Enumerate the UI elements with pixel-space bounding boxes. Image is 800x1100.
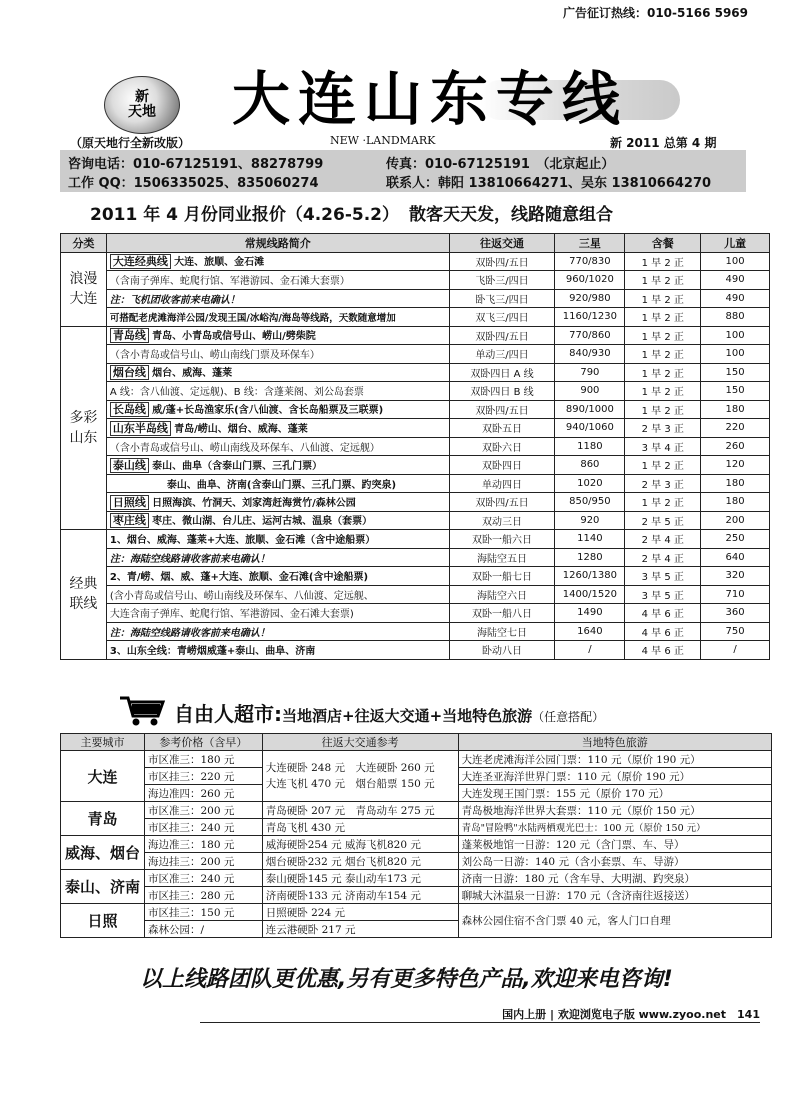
meals: 1 早 2 正 bbox=[625, 382, 701, 401]
transport: 单动三/四日 bbox=[449, 345, 555, 364]
transport: 双卧六日 bbox=[449, 437, 555, 456]
price: 920/980 bbox=[555, 289, 625, 308]
transport: 双卧四日 A 线 bbox=[449, 363, 555, 382]
transport-ref: 泰山硬卧145 元 泰山动车173 元 bbox=[262, 870, 458, 887]
route-name: 大连经典线 bbox=[110, 254, 171, 269]
transport-ref: 威海硬卧254 元 威海飞机820 元 bbox=[262, 836, 458, 853]
transport: 单动四日 bbox=[449, 474, 555, 493]
child-price: 120 bbox=[701, 456, 770, 475]
price: 1140 bbox=[555, 530, 625, 549]
child-price: 710 bbox=[701, 585, 770, 604]
price: 940/1060 bbox=[555, 419, 625, 438]
price: 850/950 bbox=[555, 493, 625, 512]
transport: 双卧四/五日 bbox=[449, 400, 555, 419]
market-title bbox=[174, 698, 604, 727]
logo-text-2: 天地 bbox=[128, 104, 156, 120]
table-row bbox=[61, 622, 770, 641]
table-row bbox=[61, 382, 770, 401]
route-desc: 泰山、曲阜、济南(含泰山门票、三孔门票、趵突泉) bbox=[106, 474, 449, 493]
meals: 1 早 2 正 bbox=[625, 456, 701, 475]
price: 1260/1380 bbox=[555, 567, 625, 586]
table-row bbox=[61, 853, 772, 870]
table-row bbox=[61, 641, 770, 660]
table-row bbox=[61, 751, 772, 768]
hotel-price: 市区准三：240 元 bbox=[144, 870, 262, 887]
category-combined: 经典联线 bbox=[61, 530, 107, 660]
slogan: 以上线路团队更优惠,另有更多特色产品,欢迎来电咨询! bbox=[140, 967, 673, 992]
route-desc: 泰山、曲阜（含泰山门票、三孔门票） bbox=[152, 460, 323, 472]
issue-number: 新 2011 总第 4 期 bbox=[610, 136, 717, 150]
table-row bbox=[61, 400, 770, 419]
hotel-price: 海边准三：180 元 bbox=[144, 836, 262, 853]
route-name: 泰山线 bbox=[110, 458, 149, 473]
table-row bbox=[61, 345, 770, 364]
market-title-main: 自由人超市: bbox=[174, 702, 282, 726]
city-taishan-jinan: 泰山、济南 bbox=[61, 870, 145, 904]
route-name: 青岛线 bbox=[110, 328, 149, 343]
table-row bbox=[61, 870, 772, 887]
transport: 卧动八日 bbox=[449, 641, 555, 660]
transport: 双卧一船六日 bbox=[449, 530, 555, 549]
table-row bbox=[61, 585, 770, 604]
meals: 2 早 3 正 bbox=[625, 474, 701, 493]
route-cell bbox=[106, 326, 449, 345]
meals: 1 早 2 正 bbox=[625, 271, 701, 290]
transport-ref bbox=[262, 751, 458, 802]
route-name: 枣庄线 bbox=[110, 513, 149, 528]
meals: 4 早 6 正 bbox=[625, 641, 701, 660]
child-price: 100 bbox=[701, 326, 770, 345]
route-note: 注：飞机团收客前来电确认！ bbox=[106, 289, 449, 308]
route-detail: （含小青岛或信号山、崂山南线门票及环保车） bbox=[106, 345, 449, 364]
table-row bbox=[61, 308, 770, 327]
route-detail: (含小青岛或信号山、崂山南线及环保车、八仙渡、定远舰、 bbox=[106, 585, 449, 604]
transport: 双卧四/五日 bbox=[449, 493, 555, 512]
route-desc: 烟台、威海、蓬莱 bbox=[152, 368, 233, 380]
price: 770/830 bbox=[555, 252, 625, 271]
local-tour: 刘公岛一日游：140 元（含小套票、车、导游） bbox=[458, 853, 771, 870]
free-traveler-table bbox=[60, 733, 772, 938]
contact-band bbox=[60, 150, 746, 192]
route-cell bbox=[106, 511, 449, 530]
child-price: 750 bbox=[701, 622, 770, 641]
transport: 海陆空五日 bbox=[449, 548, 555, 567]
meals: 4 早 6 正 bbox=[625, 604, 701, 623]
header-city: 主要城市 bbox=[61, 734, 145, 751]
transport: 双卧五日 bbox=[449, 419, 555, 438]
transport-line: 大连飞机 470 元 烟台船票 150 元 bbox=[265, 778, 435, 790]
child-price: 490 bbox=[701, 289, 770, 308]
child-price: 320 bbox=[701, 567, 770, 586]
route-note: 注：海陆空线路请收客前来电确认！ bbox=[106, 622, 449, 641]
local-tour: 济南一日游：180 元（含车导、大明湖、趵突泉） bbox=[458, 870, 771, 887]
local-tour: 蓬莱极地馆一日游：120 元（含门票、车、导） bbox=[458, 836, 771, 853]
route-note: 注：海陆空线路请收客前来电确认！ bbox=[106, 548, 449, 567]
child-price: / bbox=[701, 641, 770, 660]
child-price: 180 bbox=[701, 493, 770, 512]
price: 770/860 bbox=[555, 326, 625, 345]
meals: 2 早 3 正 bbox=[625, 419, 701, 438]
headline-sub: 散客天天发，线路随意组合 bbox=[409, 205, 614, 225]
table-header bbox=[61, 234, 770, 253]
transport-ref: 日照硬卧 224 元 bbox=[262, 904, 458, 921]
table-row bbox=[61, 289, 770, 308]
header-hotel-price: 参考价格（含早） bbox=[144, 734, 262, 751]
meals: 1 早 2 正 bbox=[625, 289, 701, 308]
transport-line: 大连硬卧 248 元 大连硬卧 260 元 bbox=[265, 762, 435, 774]
hotel-price: 市区准三：180 元 bbox=[144, 751, 262, 768]
meals: 1 早 2 正 bbox=[625, 326, 701, 345]
child-price: 150 bbox=[701, 363, 770, 382]
city-qingdao: 青岛 bbox=[61, 802, 145, 836]
route-name: 日照线 bbox=[110, 495, 149, 510]
price: 1640 bbox=[555, 622, 625, 641]
market-note: （任意搭配） bbox=[532, 710, 605, 724]
table-row bbox=[61, 819, 772, 836]
hotel-price: 森林公园：/ bbox=[144, 921, 262, 938]
route-cell bbox=[106, 252, 449, 271]
logo bbox=[104, 76, 180, 134]
route-detail: （含小青岛或信号山、崂山南线及环保车、八仙渡、定远舰） bbox=[106, 437, 449, 456]
price: 1490 bbox=[555, 604, 625, 623]
hotel-price: 市区挂三：150 元 bbox=[144, 904, 262, 921]
child-price: 200 bbox=[701, 511, 770, 530]
child-price: 260 bbox=[701, 437, 770, 456]
meals: 1 早 2 正 bbox=[625, 400, 701, 419]
price: 890/1000 bbox=[555, 400, 625, 419]
header-local-tours: 当地特色旅游 bbox=[458, 734, 771, 751]
price: 840/930 bbox=[555, 345, 625, 364]
transport: 飞卧三/四日 bbox=[449, 271, 555, 290]
footer: 国内上册 | 欢迎浏览电子版 www.zyoo.net 141 bbox=[502, 1008, 760, 1021]
table-row bbox=[61, 271, 770, 290]
table-row bbox=[61, 604, 770, 623]
meals: 3 早 4 正 bbox=[625, 437, 701, 456]
route-desc: 2、青/崂、烟、威、蓬+大连、旅顺、金石滩(含中途船票) bbox=[106, 567, 449, 586]
price: 1180 bbox=[555, 437, 625, 456]
edition-note: （原天地行全新改版） bbox=[70, 136, 191, 150]
headline-main: 2011 年 4 月份同业报价（4.26-5.2） bbox=[90, 205, 400, 225]
table-row bbox=[61, 567, 770, 586]
header-three-star: 三星 bbox=[555, 234, 625, 253]
meals: 1 早 2 正 bbox=[625, 493, 701, 512]
child-price: 100 bbox=[701, 252, 770, 271]
transport: 海陆空六日 bbox=[449, 585, 555, 604]
route-detail: （含南子弹库、蛇爬行馆、军港游园、金石滩大套票） bbox=[106, 271, 449, 290]
route-name: 山东半岛线 bbox=[110, 421, 171, 436]
route-desc: 1、烟台、威海、蓬莱+大连、旅顺、金石滩（含中途船票） bbox=[106, 530, 449, 549]
hotel-price: 市区准三：200 元 bbox=[144, 802, 262, 819]
price: 960/1020 bbox=[555, 271, 625, 290]
meals: 1 早 2 正 bbox=[625, 345, 701, 364]
transport-ref: 青岛飞机 430 元 bbox=[262, 819, 458, 836]
hotel-price: 市区挂三：220 元 bbox=[144, 768, 262, 785]
transport: 双卧四/五日 bbox=[449, 326, 555, 345]
contact-person: 联系人：韩阳 13810664271、吴东 13810664270 bbox=[386, 176, 712, 191]
local-tour: 青岛"冒险鸭"水陆两栖观光巴士：100 元（原价 150 元） bbox=[458, 819, 771, 836]
child-price: 100 bbox=[701, 345, 770, 364]
city-dalian: 大连 bbox=[61, 751, 145, 802]
table-row bbox=[61, 530, 770, 549]
transport-ref: 烟台硬卧232 元 烟台飞机820 元 bbox=[262, 853, 458, 870]
page-title: 大连山东专线 bbox=[231, 65, 628, 133]
price: 900 bbox=[555, 382, 625, 401]
transport: 卧飞三/四日 bbox=[449, 289, 555, 308]
route-name: 长岛线 bbox=[110, 402, 149, 417]
transport: 双卧四日 B 线 bbox=[449, 382, 555, 401]
contact-qq: 工作 QQ：1506335025、835060274 bbox=[68, 176, 319, 191]
transport: 双飞三/四日 bbox=[449, 308, 555, 327]
route-desc: 枣庄、微山湖、台儿庄、运河古城、温泉（套票） bbox=[152, 516, 373, 528]
local-tour: 青岛极地海洋世界大套票：110 元（原价 150 元） bbox=[458, 802, 771, 819]
meals: 3 早 5 正 bbox=[625, 567, 701, 586]
route-desc: 青岛、小青岛或信号山、崂山/劈柴院 bbox=[152, 331, 316, 343]
route-detail: A 线：含八仙渡、定远舰)、B 线：含蓬莱阁、刘公岛套票 bbox=[106, 382, 449, 401]
table-row bbox=[61, 326, 770, 345]
transport: 双动三日 bbox=[449, 511, 555, 530]
header-meals: 含餐 bbox=[625, 234, 701, 253]
table-row bbox=[61, 493, 770, 512]
table-row bbox=[61, 904, 772, 921]
market-title-sub: 当地酒店+往返大交通+当地特色旅游 bbox=[282, 707, 533, 725]
price: / bbox=[555, 641, 625, 660]
meals: 1 早 2 正 bbox=[625, 363, 701, 382]
table-row bbox=[61, 887, 772, 904]
route-cell bbox=[106, 456, 449, 475]
child-price: 250 bbox=[701, 530, 770, 549]
route-cell bbox=[106, 400, 449, 419]
hotel-price: 海边准四：260 元 bbox=[144, 785, 262, 802]
ad-hotline: 广告征订热线：010-5166 5969 bbox=[562, 6, 748, 20]
child-price: 180 bbox=[701, 400, 770, 419]
child-price: 150 bbox=[701, 382, 770, 401]
price: 1400/1520 bbox=[555, 585, 625, 604]
header-transport: 往返大交通参考 bbox=[262, 734, 458, 751]
meals: 2 早 5 正 bbox=[625, 511, 701, 530]
child-price: 180 bbox=[701, 474, 770, 493]
brand-en: NEW ·LANDMARK bbox=[330, 134, 436, 147]
child-price: 880 bbox=[701, 308, 770, 327]
local-tour: 森林公园住宿不含门票 40 元，客人门口自理 bbox=[458, 904, 771, 938]
header-route: 常规线路简介 bbox=[106, 234, 449, 253]
logo-text-1: 新 bbox=[135, 89, 149, 105]
meals: 3 早 5 正 bbox=[625, 585, 701, 604]
table-row bbox=[61, 437, 770, 456]
header-transport: 往返交通 bbox=[449, 234, 555, 253]
price: 1020 bbox=[555, 474, 625, 493]
route-cell bbox=[106, 363, 449, 382]
footer-divider bbox=[200, 1022, 760, 1023]
transport: 双卧一船八日 bbox=[449, 604, 555, 623]
table-row bbox=[61, 456, 770, 475]
header-child: 儿童 bbox=[701, 234, 770, 253]
price: 920 bbox=[555, 511, 625, 530]
route-price-table bbox=[60, 233, 770, 660]
table-row bbox=[61, 802, 772, 819]
table-row bbox=[61, 419, 770, 438]
header-category: 分类 bbox=[61, 234, 107, 253]
child-price: 640 bbox=[701, 548, 770, 567]
category-dalian: 浪漫大连 bbox=[61, 252, 107, 326]
city-weihai-yantai: 威海、烟台 bbox=[61, 836, 145, 870]
meals: 2 早 4 正 bbox=[625, 548, 701, 567]
table-header bbox=[61, 734, 772, 751]
transport-ref: 济南硬卧133 元 济南动车154 元 bbox=[262, 887, 458, 904]
shopping-cart-icon bbox=[118, 694, 166, 728]
child-price: 360 bbox=[701, 604, 770, 623]
price: 860 bbox=[555, 456, 625, 475]
transport: 双卧四/五日 bbox=[449, 252, 555, 271]
meals: 1 早 2 正 bbox=[625, 252, 701, 271]
hotel-price: 市区挂三：240 元 bbox=[144, 819, 262, 836]
route-detail: 大连含南子弹库、蛇爬行馆、军港游园、金石滩大套票) bbox=[106, 604, 449, 623]
table-row bbox=[61, 252, 770, 271]
table-row bbox=[61, 363, 770, 382]
local-tour: 大连圣亚海洋世界门票：110 元（原价 190 元） bbox=[458, 768, 771, 785]
transport: 海陆空七日 bbox=[449, 622, 555, 641]
transport-ref: 青岛硬卧 207 元 青岛动车 275 元 bbox=[262, 802, 458, 819]
contact-fax: 传真：010-67125191 （北京起止） bbox=[386, 157, 615, 172]
table-row bbox=[61, 511, 770, 530]
child-price: 490 bbox=[701, 271, 770, 290]
child-price: 220 bbox=[701, 419, 770, 438]
contact-phone: 咨询电话：010-67125191、88278799 bbox=[68, 157, 324, 172]
transport: 双卧四日 bbox=[449, 456, 555, 475]
local-tour: 大连发现王国门票：155 元（原价 170 元） bbox=[458, 785, 771, 802]
headline bbox=[90, 200, 613, 225]
meals: 2 早 4 正 bbox=[625, 530, 701, 549]
meals: 1 早 2 正 bbox=[625, 308, 701, 327]
route-name: 烟台线 bbox=[110, 365, 149, 380]
local-tour: 大连老虎滩海洋公园门票：110 元（原价 190 元） bbox=[458, 751, 771, 768]
price: 1160/1230 bbox=[555, 308, 625, 327]
local-tour: 聊城大沐温泉一日游：170 元（含济南往返接送） bbox=[458, 887, 771, 904]
price: 790 bbox=[555, 363, 625, 382]
table-row bbox=[61, 548, 770, 567]
table-row bbox=[61, 474, 770, 493]
category-shandong: 多彩山东 bbox=[61, 326, 107, 530]
price: 1280 bbox=[555, 548, 625, 567]
route-cell bbox=[106, 493, 449, 512]
hotel-price: 市区挂三：280 元 bbox=[144, 887, 262, 904]
hotel-price: 海边挂三：200 元 bbox=[144, 853, 262, 870]
route-desc: 3、山东全线：青崂烟威蓬+泰山、曲阜、济南 bbox=[106, 641, 449, 660]
route-detail: 可搭配老虎滩海洋公园/发现王国/冰峪沟/海岛等线路，天数随意增加 bbox=[106, 308, 449, 327]
transport-ref: 连云港硬卧 217 元 bbox=[262, 921, 458, 938]
meals: 4 早 6 正 bbox=[625, 622, 701, 641]
city-rizhao: 日照 bbox=[61, 904, 145, 938]
transport: 双卧一船七日 bbox=[449, 567, 555, 586]
route-desc: 青岛/崂山、烟台、威海、蓬莱 bbox=[174, 423, 308, 435]
route-cell bbox=[106, 419, 449, 438]
table-row bbox=[61, 836, 772, 853]
route-desc: 日照海滨、竹洞天、刘家湾赶海赏竹/森林公园 bbox=[152, 497, 356, 509]
route-desc: 大连、旅顺、金石滩 bbox=[174, 257, 265, 269]
route-desc: 威/蓬+长岛渔家乐(含八仙渡、含长岛船票及三联票) bbox=[152, 405, 384, 417]
